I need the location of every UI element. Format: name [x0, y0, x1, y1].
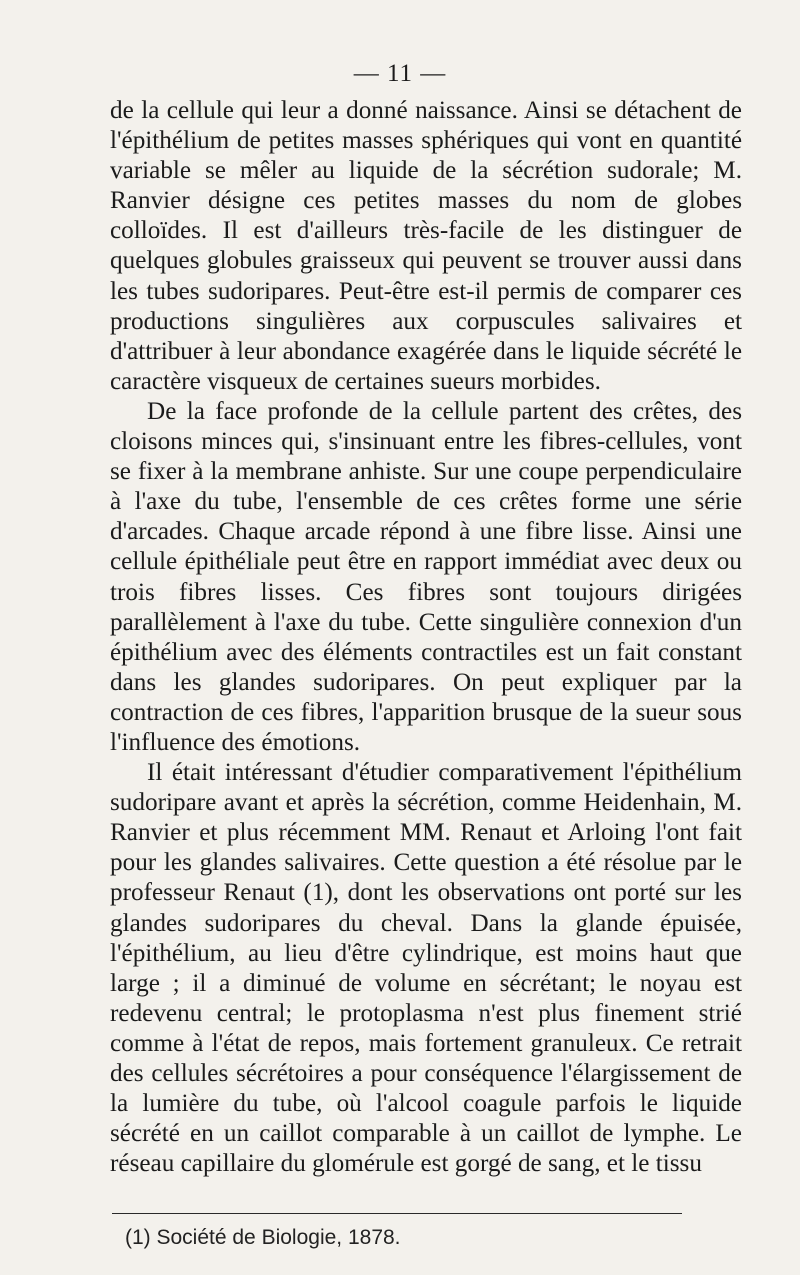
main-text	[110, 96, 742, 1179]
page-number-header: — 11 —	[353, 60, 447, 87]
paragraph-3: Il était intéressant d'étudier comparativement l'épithélium sudoripare avant et après la sécrétion, comme Heidenhain, M. Ranvier et plus récemment MM. Renaut et Arloing l'ont fait pour les glandes salivaires. Cette question a été résolue par le professeur Renaut (1), dont les observations ont porté sur les glandes sudoripares du cheval. Dans la glande épuisée, l'épithélium, au lieu d'être cylindrique, est moins haut que large ; il a diminué de volume en sécrétant; le noyau est redevenu central; le protoplasma n'est plus finement strié comme à l'état de repos, mais fortement granuleux. Ce retrait des cellules sécrétoires a pour conséquence l'élargissement de la lumière du tube, où l'alcool coagule parfois le liquide sécrété en un caillot comparable à un caillot de lymphe. Le réseau capillaire du glomérule est gorgé de sang, et le tissu	[110, 759, 742, 1178]
paragraph-2: De la face profonde de la cellule partent des crêtes, des cloisons minces qui, s'insinuant entre les fibres-cellules, vont se fixer à la membrane anhiste. Sur une coupe perpendiculaire à l'axe du tube, l'ensemble de ces crêtes forme une série d'arcades. Chaque arcade répond à une fibre lisse. Ainsi une cellule épithéliale peut être en rapport immédiat avec deux ou trois fibres lisses. Ces fibres sont toujours dirigées parallèlement à l'axe du tube. Cette singulière connexion d'un épithélium avec des éléments contractiles est un fait constant dans les glandes sudoripares. On peut expliquer par la contraction de ces fibres, l'apparition brusque de la sueur sous l'influence des émotions.	[110, 397, 742, 756]
footnote-divider	[112, 1213, 682, 1214]
paragraph-1: de la cellule qui leur a donné naissance. Ainsi se détachent de l'épithélium de petites masses sphériques qui vont en quantité variable se mêler au liquide de la sécrétion sudorale; M. Ranvier désigne ces petites masses du nom de globes colloïdes. Il est d'ailleurs très-facile de les distinguer de quelques globules graisseux qui peuvent se trouver aussi dans les tubes sudoripares. Peut-être est-il permis de comparer ces productions singulières aux corpuscules salivaires et d'attribuer à leur abondance exagérée dans le liquide sécrété le caractère visqueux de certaines sueurs morbides.	[110, 97, 742, 395]
footnote: (1) Société de Biologie, 1878.	[125, 1226, 401, 1249]
